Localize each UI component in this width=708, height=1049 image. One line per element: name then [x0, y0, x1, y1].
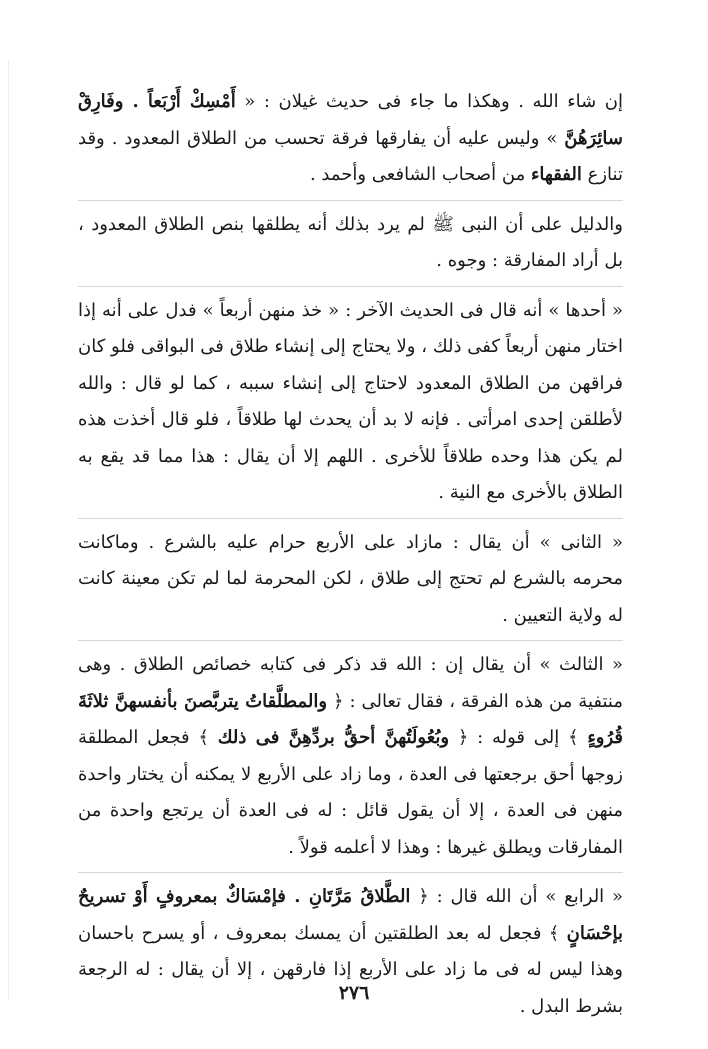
paragraph-4	[78, 525, 623, 635]
divider	[78, 200, 623, 201]
segment: » وليس عليه أن يفارقها فرقة تحسب من الطلاق المعدود . وقد تنازع	[78, 127, 623, 185]
divider	[78, 518, 623, 519]
paragraph-5	[78, 647, 623, 866]
segment: « الثانى » أن يقال : مازاد على الأربع حرام عليه بالشرع . وماكانت محرمه بالشرع لم تحتج إلى طلاق ، لكن المحرمة لما لم تكن معينة كانت له ولاية التعيين .	[78, 531, 623, 626]
segment: ﴾ إلى قوله : ﴿	[449, 727, 588, 748]
quran-verse: والمطلَّقاتُ يتربَّصنَ بأنفسهنَّ ثلاثَةَ قُرُوءٍ	[78, 690, 624, 748]
body-text	[78, 84, 623, 1025]
segment: إن شاء الله . وهكذا ما جاء فى حديث غيلان : «	[235, 91, 623, 112]
segment: « أحدها » أنه قال فى الحديث الآخر : « خذ منهن أربعاً » فدل على أنه إذا اختار منهن أربعاً كفى ذلك ، ولا يحتاج إلى إنشاء طلاق فى البواقى فلو كان فراقهن من الطلاق المعدود لاحتاج إلى إنشاء سببه ، كما لو قال : والله لأطلقن إحدى امرأتى . فإنه لا بد أن يحدث لها طلاقاً ، فلو قال أخذت هذه لم يكن هذا وحده طلاقاً للأخرى . اللهم إلا أن يقال : هذا مما قد يقع به الطلاق بالأخرى مع النية .	[78, 299, 623, 503]
quran-verse: الطَّلاقُ مَرَّتَانِ . فإمْسَاكٌ بمعروفٍ أَوْ تسريحٌ بإحْسَانٍ	[78, 886, 623, 944]
segment: « الثالث » أن يقال إن : الله قد ذكر فى كتابه خصائص الطلاق . وهى منتفية من هذه الفرقة ، فقال تعالى : ﴿	[78, 654, 623, 712]
page-number: ٢٧٦	[338, 982, 370, 1004]
quran-verse: وبُعُولَتُهنَّ أحقُّ بردِّهِنَّ فى ذلك	[217, 727, 450, 748]
hadith-quote: أَمْسِكْ أَرْبَعاً . وفَارِقْ سائِرَهُنَّ	[78, 91, 623, 149]
segment: من أصحاب الشافعى وأحمد .	[309, 164, 531, 185]
segment: ﴾ فجعل المطلقة زوجها أحق برجعتها فى العدة ، وما زاد على الأربع لا يمكنه أن يختار واحدة منهن فى العدة ، إلا أن يقول قائل : له فى العدة أن يرتجع واحدة من المفارقات ويطلق غيرها : وهذا لا أعلمه قولاً .	[78, 727, 623, 858]
paragraph-1	[78, 84, 623, 194]
segment: والدليل على أن النبى ﷺ لم يرد بذلك أنه يطلقها بنص الطلاق المعدود ، بل أراد المفارقة : وجوه .	[78, 213, 623, 271]
divider	[78, 640, 623, 641]
segment: ﴾ فجعل له بعد الطلقتين أن يمسك بمعروف ، أو يسرح باحسان وهذا ليس له فى ما زاد على الأربع إذا فارقهن ، إلا أن يقال : له الرجعة بشرط البدل .	[78, 922, 623, 1017]
bold-term: الفقهاء	[530, 164, 582, 185]
paragraph-2	[78, 207, 623, 280]
divider	[78, 872, 623, 873]
divider	[78, 286, 623, 287]
page-edge-line	[8, 60, 9, 1000]
paragraph-3	[78, 293, 623, 512]
segment: « الرابع » أن الله قال : ﴿	[410, 886, 624, 907]
